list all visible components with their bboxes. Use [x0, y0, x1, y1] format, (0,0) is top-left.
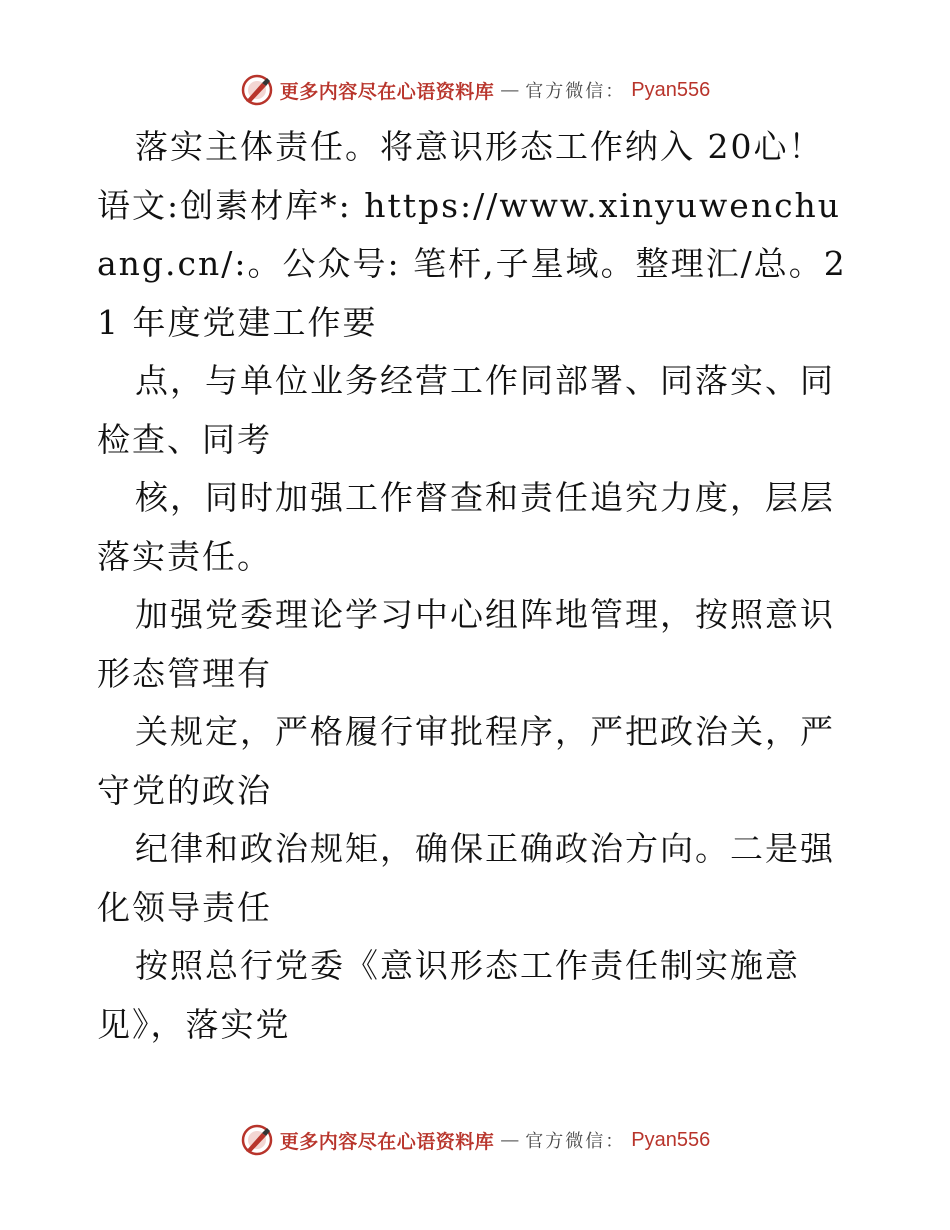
footer-brand-text: 更多内容尽在心语资料库 [279, 1130, 495, 1153]
paragraph: 加强党委理论学习中心组阵地管理，按照意识形态管理有 [97, 595, 835, 693]
footer-banner [0, 1120, 950, 1160]
header-wechat-id: Pyan556 [631, 78, 711, 101]
document-body [97, 118, 857, 1054]
header-separator: — [500, 79, 520, 101]
header-wechat-label: 官方微信： [525, 81, 626, 102]
header-brand-text: 更多内容尽在心语资料库 [279, 80, 495, 103]
pen-logo-icon [240, 1123, 274, 1157]
footer-separator: — [500, 1129, 520, 1151]
header-banner [0, 70, 950, 110]
paragraph: 点，与单位业务经营工作同部署、同落实、同检查、同考 [97, 361, 835, 459]
footer-wechat-id: Pyan556 [631, 1128, 711, 1151]
paragraph: 按照总行党委《意识形态工作责任制实施意见》，落实党 [97, 946, 800, 1044]
paragraph: 关规定，严格履行审批程序，严把政治关，严守党的政治 [97, 712, 835, 810]
paragraph: 纪律和政治规矩，确保正确政治方向。二是强化领导责任 [97, 829, 835, 927]
paragraph: 落实主体责任。将意识形态工作纳入 20心！语文:创素材库*: https://www.xinyuwenchuang.cn/:。公众号: 笔杆,子星域。整理汇/总。21 年度党建工作要 [97, 127, 847, 342]
footer-wechat-label: 官方微信： [525, 1131, 626, 1152]
pen-logo-icon [240, 73, 274, 107]
paragraph: 核，同时加强工作督查和责任追究力度，层层落实责任。 [97, 478, 835, 576]
